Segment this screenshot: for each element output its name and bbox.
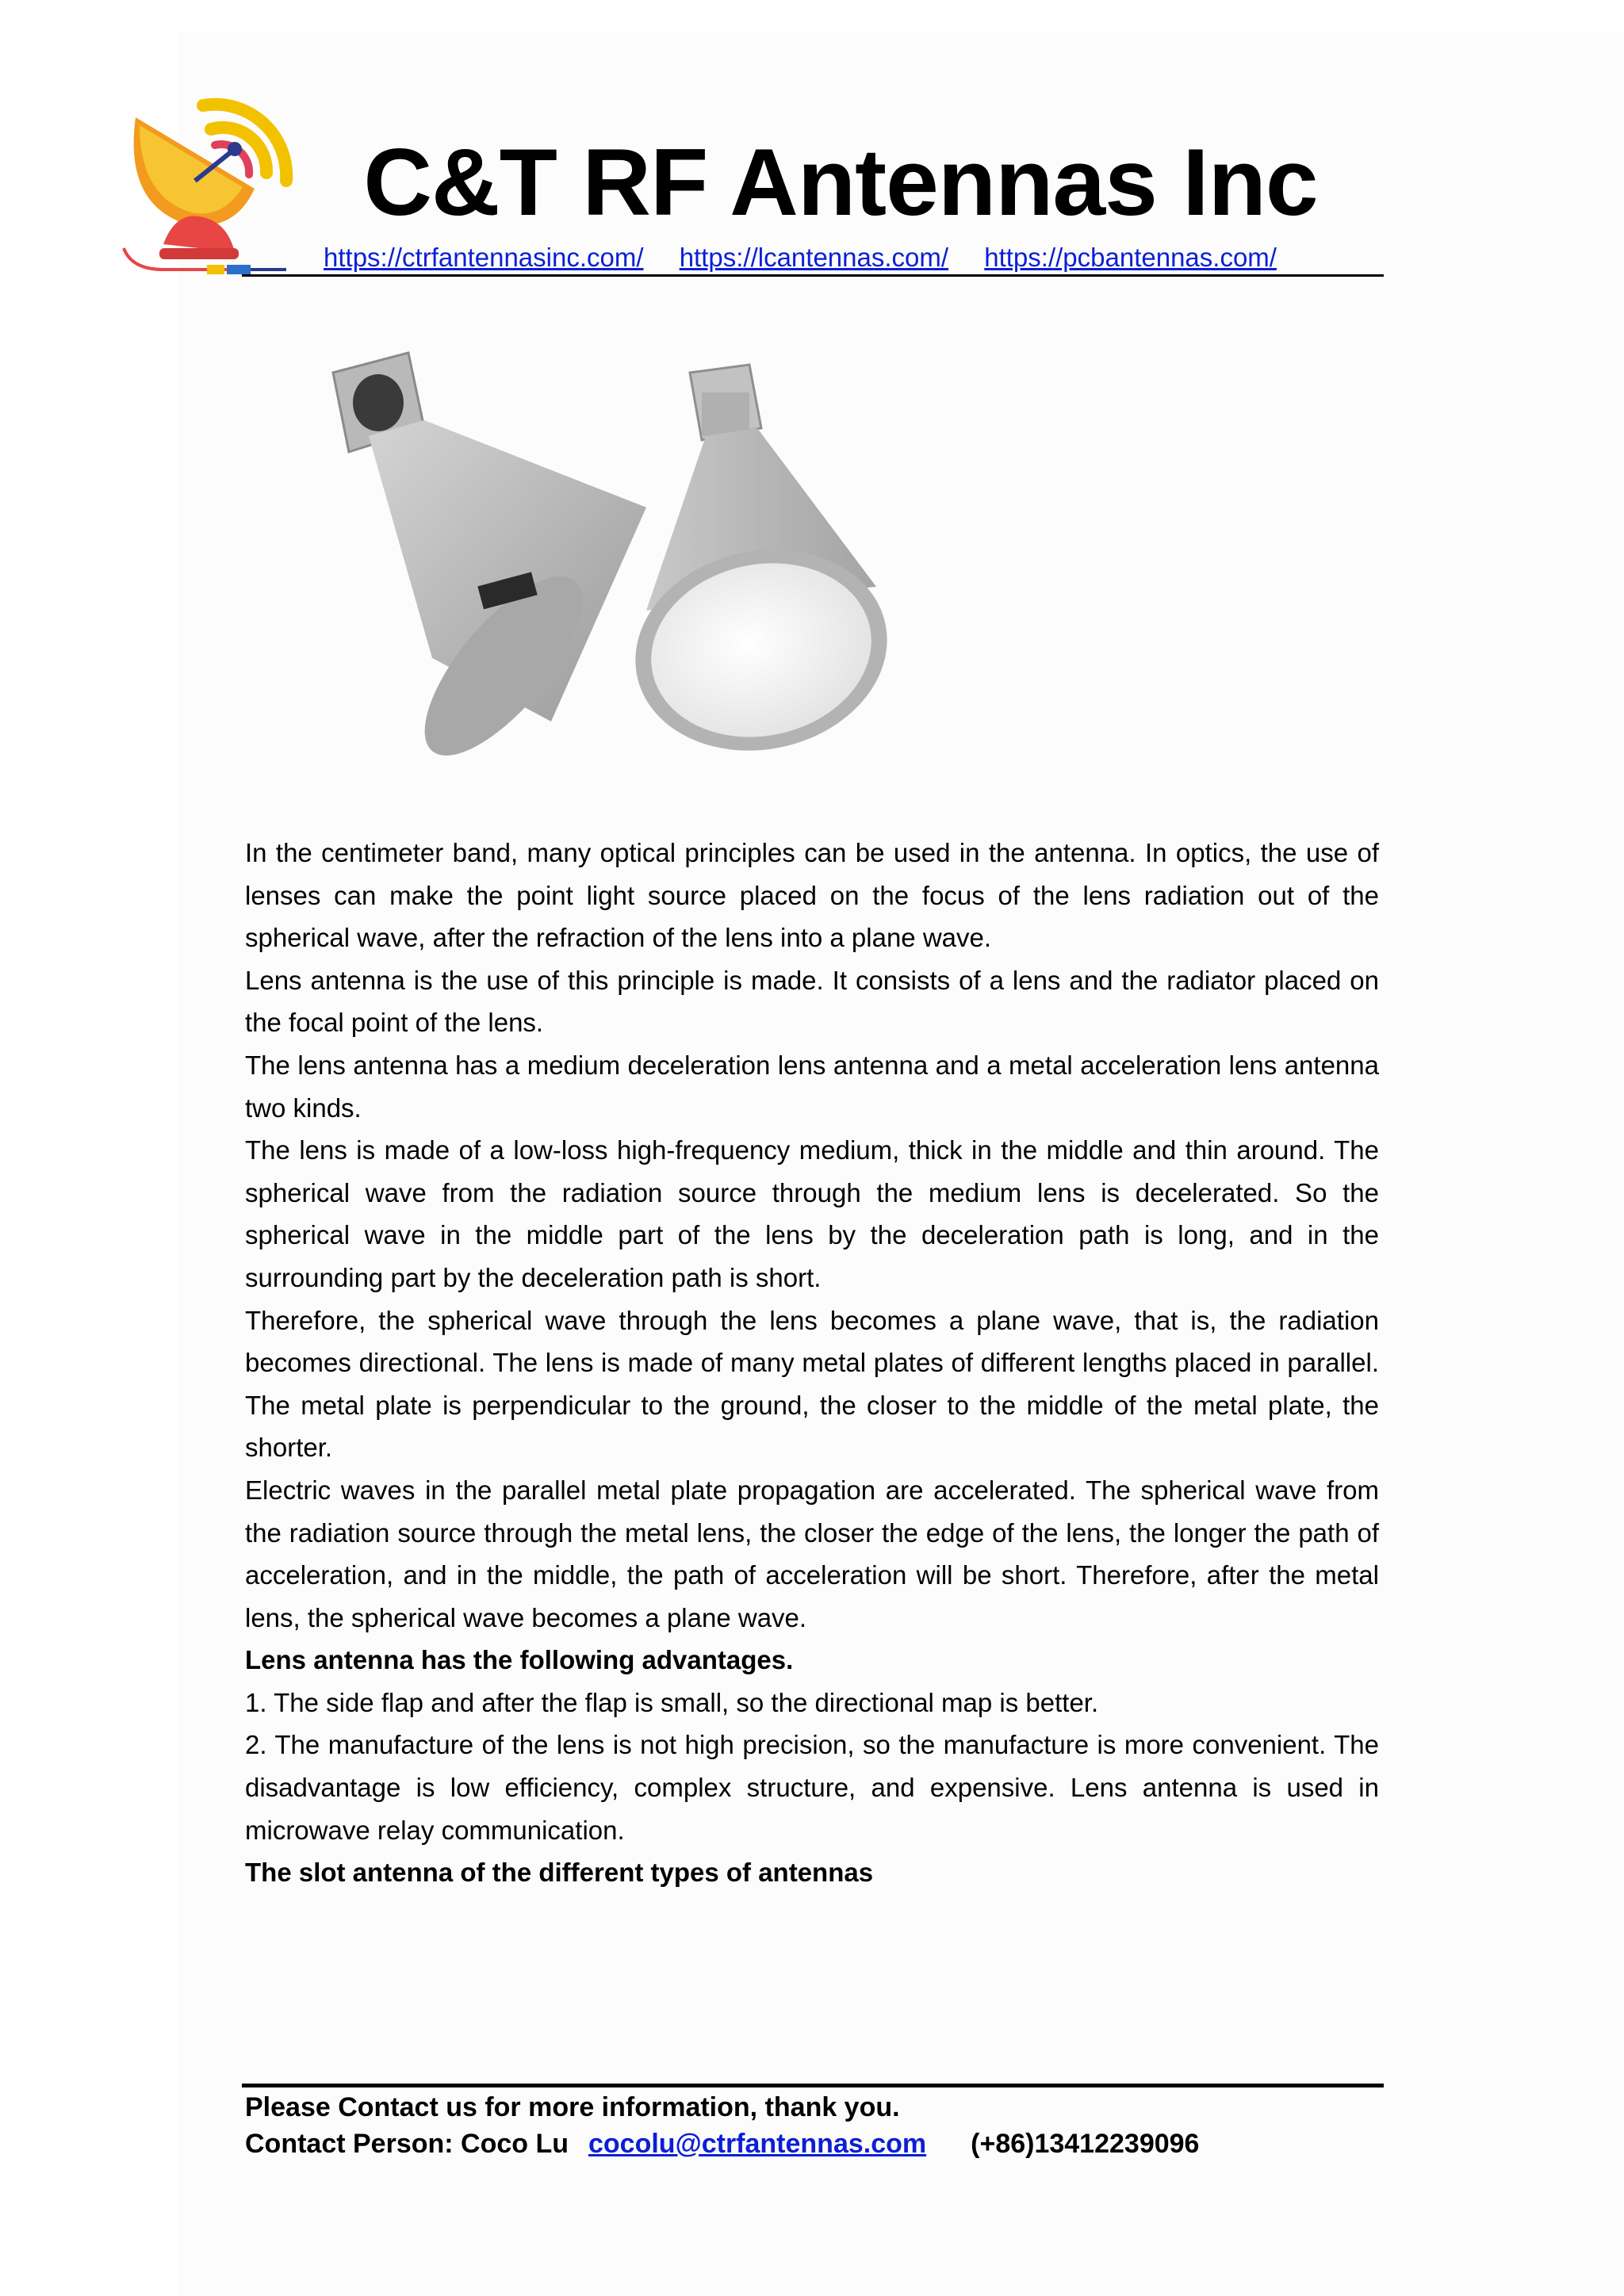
lens-antenna-photo [313,349,916,761]
advantage-item-2: 2. The manufacture of the lens is not high precision, so the manufacture is more convenient. The disadvantage is low efficiency, complex structure, and expensive. Lens antenna is used in microwave relay communication. [245,1730,1379,1845]
paragraph-lens-principle: Lens antenna is the use of this principle is made. It consists of a lens and the radiator placed on the focal point of the lens. [245,965,1379,1038]
advantage-item-1: 1. The side flap and after the flap is small, so the directional map is better. [245,1687,1099,1717]
footer-divider [242,2084,1384,2087]
article-body [245,832,1379,1894]
contact-person: Contact Person: Coco Lu [245,2129,569,2159]
header-link-lcantennas[interactable]: https://lcantennas.com/ [679,243,949,272]
contact-email-link[interactable]: cocolu@ctrfantennas.com [588,2129,927,2159]
header-links [324,238,1305,277]
footer-contact-row [245,2126,1199,2162]
paragraph-medium-lens: The lens is made of a low-loss high-frequency medium, thick in the middle and thin around. The spherical wave from the radiation source through the medium lens is decelerated. So the spherical wave in the middle part of the lens by the deceleration path is long, and in the surrounding part by the deceleration path is short. [245,1135,1379,1292]
header-link-pcbantennas[interactable]: https://pcbantennas.com/ [984,243,1277,272]
header-link-ctrfantennasinc[interactable]: https://ctrfantennasinc.com/ [324,243,644,272]
paragraph-lens-types: The lens antenna has a medium deceleration lens antenna and a metal acceleration lens antenna two kinds. [245,1050,1379,1123]
paragraph-optics-intro: In the centimeter band, many optical principles can be used in the antenna. In optics, the use of lenses can make the point light source placed on the focus of the lens radiation out of the spherical wave, after the refraction of the lens into a plane wave. [245,838,1379,953]
next-section-heading: The slot antenna of the different types of antennas [245,1858,874,1888]
company-title: C&T RF Antennas Inc [363,129,1318,235]
contact-phone: (+86)13412239096 [971,2129,1200,2159]
footer [245,2089,1199,2162]
paragraph-metal-lens: Therefore, the spherical wave through the lens becomes a plane wave, that is, the radiation becomes directional. The lens is made of many metal plates of different lengths placed in parallel. The metal plate is perpendicular to the ground, the closer to the middle of the metal plate, the shorter. [245,1305,1379,1463]
paragraph-acceleration: Electric waves in the parallel metal plate propagation are accelerated. The spherical wave from the radiation source through the metal lens, the closer the edge of the lens, the longer the path of acceleration, and in the middle, the path of acceleration will be short. Therefore, after the metal lens, the spherical wave becomes a plane wave. [245,1475,1379,1632]
footer-contact-line: Please Contact us for more information, thank you. [245,2092,900,2122]
advantages-heading: Lens antenna has the following advantages. [245,1645,794,1675]
header-divider [242,274,1384,277]
